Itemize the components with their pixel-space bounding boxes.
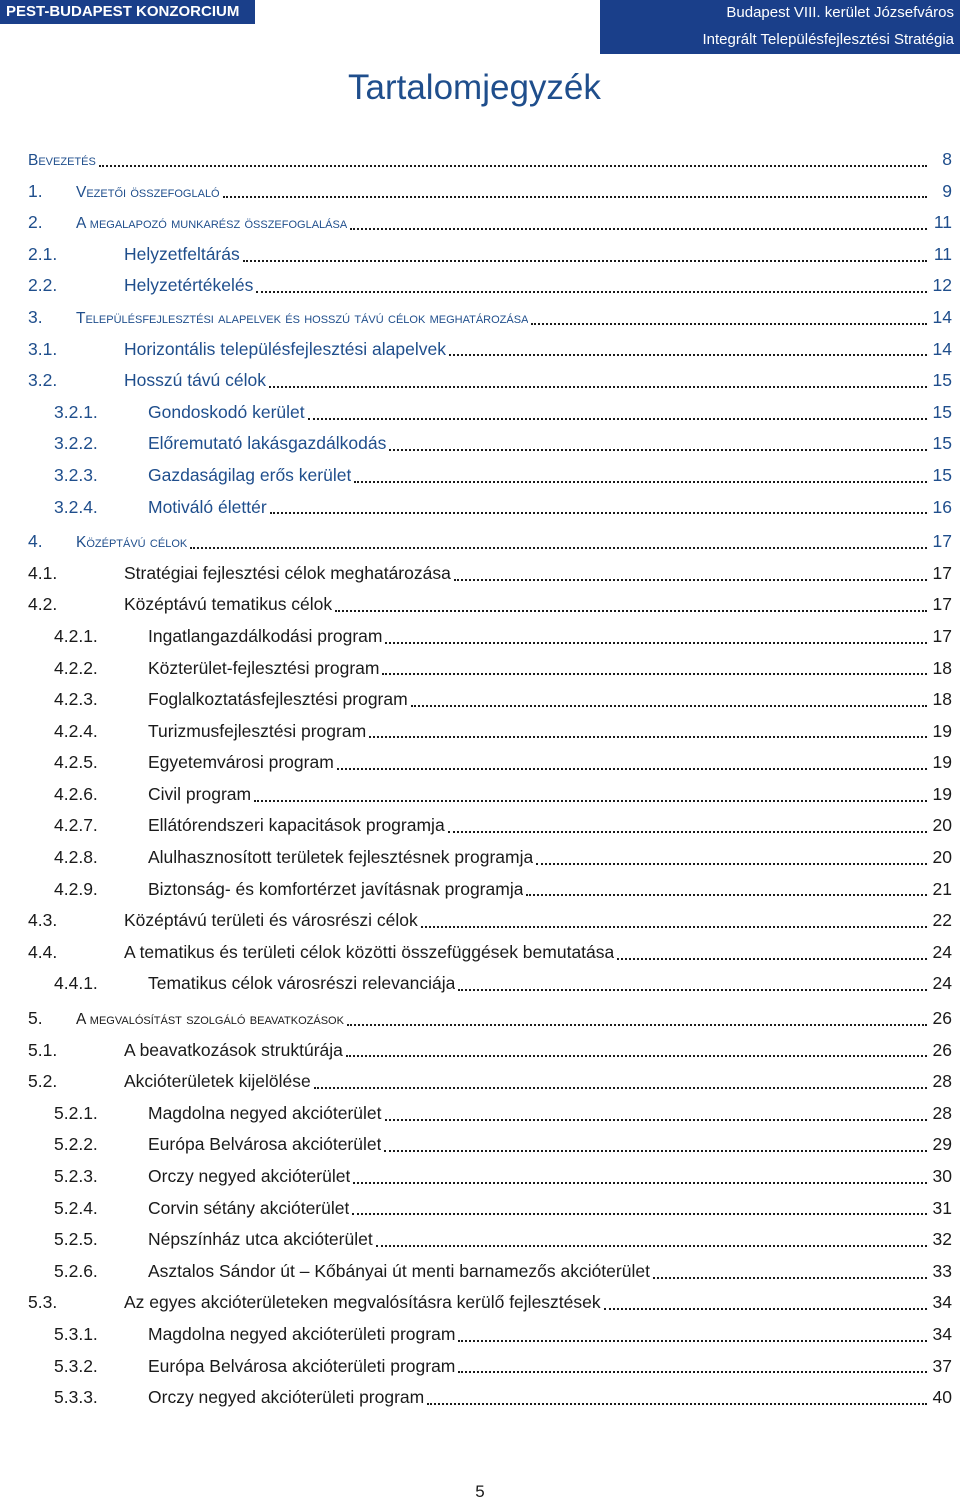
toc-entry-page: 37 — [932, 1355, 952, 1376]
toc-leader-dots — [531, 323, 927, 325]
toc-entry-title: Orczy negyed akcióterület — [148, 1166, 351, 1186]
toc-entry-number: 5.2.3. — [54, 1166, 98, 1186]
toc-entry-title: Alulhasznosított területek fejlesztésnek programja — [148, 847, 534, 868]
toc-leader-dots — [369, 736, 927, 738]
toc-entry-number: 4.2.1. — [54, 625, 98, 646]
toc-entry-page: 8 — [942, 149, 952, 169]
toc-entry-page: 26 — [932, 1008, 952, 1029]
toc-entry-title: Középtávú tematikus célok — [124, 594, 333, 615]
toc-entry[interactable] — [28, 1193, 952, 1225]
toc-entry-title: Egyetemvárosi program — [148, 752, 334, 773]
toc-leader-dots — [350, 228, 927, 230]
toc-entry[interactable] — [28, 589, 952, 621]
toc-entry-title: Turizmusfejlesztési program — [148, 720, 367, 741]
toc-entry-number: 5.1. — [28, 1039, 58, 1060]
toc-entry-number: 5.2.1. — [54, 1102, 98, 1123]
toc-entry-title: Európa Belvárosa akcióterület — [148, 1134, 382, 1155]
toc-entry-page: 15 — [932, 401, 952, 422]
toc-entry[interactable] — [28, 492, 952, 524]
toc-leader-dots — [376, 1245, 927, 1247]
toc-leader-dots — [653, 1277, 927, 1279]
toc-leader-dots — [223, 196, 927, 198]
toc-entry-title: Az egyes akcióterületeken megvalósításra kerülő fejlesztések — [124, 1292, 601, 1313]
toc-leader-dots — [458, 1371, 927, 1373]
toc-entry-title: Stratégiai fejlesztési célok meghatározása — [124, 562, 451, 583]
toc-entry-number: 3.2.1. — [54, 401, 98, 422]
toc-entry-page: 17 — [932, 625, 952, 646]
toc-entry-title: A beavatkozások struktúrája — [124, 1039, 343, 1060]
toc-entry[interactable] — [28, 968, 952, 1000]
toc-entry-number: 4.1. — [28, 562, 58, 583]
toc-leader-dots — [308, 418, 927, 420]
toc-entry-page: 15 — [932, 370, 952, 391]
toc-entry-page: 17 — [932, 594, 952, 615]
toc-leader-dots — [385, 642, 927, 644]
toc-entry-title: Corvin sétány akcióterület — [148, 1197, 350, 1218]
toc-entry-number: 4.2.8. — [54, 847, 98, 868]
toc-leader-dots — [411, 705, 927, 707]
toc-entry-number: 4. — [28, 531, 43, 552]
toc-entry-number: 4.3. — [28, 910, 58, 931]
toc-entry[interactable] — [28, 1003, 952, 1035]
toc-entry[interactable] — [28, 684, 952, 716]
toc-entry-page: 30 — [932, 1166, 952, 1186]
toc-entry[interactable] — [28, 874, 952, 906]
toc-leader-dots — [314, 1087, 927, 1089]
toc-entry-title: Civil program — [148, 783, 252, 804]
toc-entry[interactable] — [28, 334, 952, 366]
toc-entry-page: 33 — [932, 1260, 952, 1281]
toc-leader-dots — [99, 165, 927, 167]
toc-entry-page: 40 — [932, 1387, 952, 1408]
toc-entry-page: 29 — [932, 1134, 952, 1155]
toc-entry-number: 5.3.2. — [54, 1355, 98, 1376]
toc-leader-dots — [389, 449, 927, 451]
toc-entry-number: 2.2. — [28, 275, 58, 296]
toc-entry-title: Magdolna negyed akcióterület — [148, 1102, 382, 1123]
toc-entry-page: 22 — [932, 910, 952, 931]
toc-leader-dots — [536, 863, 927, 865]
toc-entry-number: 1. — [28, 180, 43, 201]
toc-leader-dots — [243, 260, 927, 262]
toc-entry[interactable] — [28, 365, 952, 397]
toc-entry-page: 11 — [933, 243, 952, 264]
toc-entry[interactable] — [28, 1256, 952, 1288]
toc-entry-number: 5.2.4. — [54, 1197, 98, 1218]
toc-entry-title: Előremutató lakásgazdálkodás — [148, 433, 387, 454]
toc-entry-page: 15 — [932, 433, 952, 454]
toc-entry-number: 5.2.2. — [54, 1134, 98, 1155]
toc-leader-dots — [270, 512, 927, 514]
toc-entry[interactable] — [28, 1161, 952, 1193]
toc-entry[interactable] — [28, 905, 952, 937]
toc-leader-dots — [448, 831, 927, 833]
toc-entry-title: Településfejlesztési alapelvek és hosszú távú célok meghatározása — [76, 309, 529, 327]
toc-leader-dots — [353, 1182, 927, 1184]
toc-entry-page: 24 — [932, 941, 952, 962]
toc-entry-page: 18 — [932, 657, 952, 678]
toc-entry-page: 14 — [932, 338, 952, 359]
toc-entry[interactable] — [28, 1319, 952, 1351]
toc-entry[interactable] — [28, 1287, 952, 1319]
toc-leader-dots — [337, 768, 927, 770]
toc-entry-number: 5.3.3. — [54, 1387, 98, 1408]
toc-entry-number: 4.2.7. — [54, 815, 98, 836]
toc-entry-page: 14 — [932, 306, 952, 327]
toc-entry-number: 3.2.4. — [54, 496, 98, 517]
toc-entry-title: Gondoskodó kerület — [148, 401, 305, 422]
toc-entry-page: 17 — [932, 531, 952, 552]
toc-entry-page: 11 — [933, 212, 952, 233]
header-strategy-title: Integrált Településfejlesztési Stratégia — [702, 31, 954, 48]
toc-entry-title: Biztonság- és komfortérzet javításnak programja — [148, 878, 524, 899]
toc-entry[interactable] — [28, 176, 952, 208]
toc-leader-dots — [458, 989, 927, 991]
toc-entry[interactable] — [28, 716, 952, 748]
toc-entry-title: Asztalos Sándor út – Kőbányai út menti barnamezős akcióterület — [148, 1260, 650, 1281]
toc-entry-title: A tematikus és területi célok közötti összefüggések bemutatása — [124, 941, 615, 962]
toc-leader-dots — [617, 958, 927, 960]
toc-leader-dots — [384, 1150, 927, 1152]
toc-entry[interactable] — [28, 460, 952, 492]
toc-entry-title: Helyzetfeltárás — [124, 243, 240, 264]
toc-entry[interactable] — [28, 428, 952, 460]
toc-entry-title: Foglalkoztatásfejlesztési program — [148, 689, 408, 710]
toc-entry-page: 18 — [932, 689, 952, 710]
toc-entry[interactable] — [28, 810, 952, 842]
toc-entry[interactable] — [28, 747, 952, 779]
header-consortium-name: PEST-BUDAPEST KONZORCIUM — [0, 0, 255, 24]
toc-entry-title: A megvalósítást szolgáló beavatkozások — [76, 1011, 344, 1029]
toc-entry[interactable] — [28, 144, 952, 176]
toc-leader-dots — [427, 1403, 927, 1405]
toc-entry[interactable] — [28, 842, 952, 874]
toc-entry-page: 16 — [932, 496, 952, 517]
toc-entry[interactable] — [28, 1098, 952, 1130]
toc-entry-number: 5.3.1. — [54, 1323, 98, 1344]
header-document-info — [600, 0, 960, 54]
toc-entry-page: 21 — [932, 878, 952, 899]
toc-entry-title: A megalapozó munkarész összefoglalása — [76, 215, 348, 233]
toc-entry-title: Helyzetértékelés — [124, 275, 254, 296]
toc-entry-number: 3.2.3. — [54, 464, 98, 485]
toc-entry-number: 4.2.2. — [54, 657, 98, 678]
toc-entry[interactable] — [28, 779, 952, 811]
toc-entry-page: 15 — [932, 464, 952, 485]
toc-entry-page: 19 — [932, 720, 952, 741]
toc-leader-dots — [256, 291, 927, 293]
toc-entry[interactable] — [28, 1035, 952, 1067]
toc-entry-title: Tematikus célok városrészi relevanciája — [148, 973, 456, 994]
toc-entry-page: 26 — [932, 1039, 952, 1060]
toc-leader-dots — [526, 894, 927, 896]
toc-entry-number: 5.2. — [28, 1071, 58, 1092]
toc-entry[interactable] — [28, 1351, 952, 1383]
toc-entry-title: Közterület-fejlesztési program — [148, 657, 380, 678]
toc-leader-dots — [352, 1213, 927, 1215]
toc-entry-page: 9 — [942, 180, 952, 201]
toc-entry-number: 4.4.1. — [54, 973, 98, 994]
toc-leader-dots — [454, 579, 927, 581]
toc-entry-number: 4.2.4. — [54, 720, 98, 741]
table-of-contents — [28, 144, 952, 1414]
toc-leader-dots — [354, 481, 927, 483]
toc-entry-number: 5. — [28, 1008, 43, 1029]
toc-entry-number: 5.3. — [28, 1292, 58, 1313]
header-district: Budapest VIII. kerület Józsefváros — [726, 4, 954, 21]
toc-entry-title: Európa Belvárosa akcióterületi program — [148, 1355, 456, 1376]
toc-entry-page: 24 — [932, 973, 952, 994]
toc-entry[interactable] — [28, 302, 952, 334]
toc-entry-page: 19 — [932, 783, 952, 804]
toc-leader-dots — [346, 1055, 927, 1057]
toc-leader-dots — [385, 1119, 928, 1121]
toc-entry[interactable] — [28, 397, 952, 429]
toc-entry-page: 31 — [932, 1197, 952, 1218]
toc-entry[interactable] — [28, 558, 952, 590]
toc-entry-page: 32 — [932, 1229, 952, 1250]
toc-leader-dots — [458, 1340, 927, 1342]
toc-entry-title: Akcióterületek kijelölése — [124, 1071, 311, 1092]
toc-entry-title: Ingatlangazdálkodási program — [148, 625, 383, 646]
toc-entry-number: 4.2.6. — [54, 783, 98, 804]
toc-leader-dots — [269, 386, 927, 388]
toc-entry-number: 3.1. — [28, 338, 58, 359]
toc-entry-page: 19 — [932, 752, 952, 773]
toc-entry-number: 3. — [28, 306, 43, 327]
toc-entry-title: Ellátórendszeri kapacitások programja — [148, 815, 445, 836]
toc-entry-page: 34 — [932, 1323, 952, 1344]
toc-entry[interactable] — [28, 937, 952, 969]
toc-entry-number: 3.2. — [28, 370, 58, 391]
toc-entry-number: 5.2.5. — [54, 1229, 98, 1250]
toc-entry[interactable] — [28, 1066, 952, 1098]
toc-entry[interactable] — [28, 1129, 952, 1161]
toc-leader-dots — [254, 800, 927, 802]
toc-entry-page: 17 — [932, 562, 952, 583]
toc-entry-title: Gazdaságilag erős kerület — [148, 464, 352, 485]
toc-leader-dots — [604, 1308, 927, 1310]
toc-entry-number: 2. — [28, 212, 43, 233]
toc-entry-title: Népszínház utca akcióterület — [148, 1229, 373, 1250]
page-title: Tartalomjegyzék — [348, 68, 601, 107]
toc-leader-dots — [421, 926, 927, 928]
toc-leader-dots — [347, 1024, 927, 1026]
toc-entry-title: Középtávú célok — [76, 534, 188, 552]
toc-entry-number: 3.2.2. — [54, 433, 98, 454]
toc-entry-page: 12 — [932, 275, 952, 296]
toc-entry-page: 20 — [932, 847, 952, 868]
toc-entry-page: 20 — [932, 815, 952, 836]
toc-entry-title: Középtávú területi és városrészi célok — [124, 910, 418, 931]
toc-entry[interactable] — [28, 207, 952, 239]
toc-entry-page: 28 — [932, 1071, 952, 1092]
toc-entry-number: 2.1. — [28, 243, 58, 264]
toc-entry[interactable] — [28, 1224, 952, 1256]
toc-leader-dots — [382, 673, 927, 675]
toc-entry-number: 4.2. — [28, 594, 58, 615]
toc-entry-title: Magdolna negyed akcióterületi program — [148, 1323, 456, 1344]
toc-entry-number: 4.4. — [28, 941, 58, 962]
toc-leader-dots — [190, 547, 927, 549]
toc-entry-number: 4.2.5. — [54, 752, 98, 773]
toc-entry-number: 5.2.6. — [54, 1260, 98, 1281]
toc-entry-number: 4.2.3. — [54, 689, 98, 710]
toc-entry[interactable] — [28, 1382, 952, 1414]
toc-entry[interactable] — [28, 653, 952, 685]
toc-entry[interactable] — [28, 526, 952, 558]
toc-entry[interactable] — [28, 270, 952, 302]
toc-entry-title: Horizontális településfejlesztési alapelvek — [124, 338, 446, 359]
toc-leader-dots — [449, 354, 927, 356]
toc-entry-number: 4.2.9. — [54, 878, 98, 899]
toc-entry-page: 34 — [932, 1292, 952, 1313]
toc-entry-title: Bevezetés — [28, 152, 96, 169]
toc-entry-title: Motiváló élettér — [148, 496, 267, 517]
page-number: 5 — [475, 1482, 485, 1501]
toc-entry-title: Hosszú távú célok — [124, 370, 267, 391]
toc-entry-title: Vezetői összefoglaló — [76, 183, 220, 201]
toc-entry-page: 28 — [932, 1102, 952, 1123]
toc-entry[interactable] — [28, 239, 952, 271]
toc-leader-dots — [335, 610, 927, 612]
toc-entry-title: Orczy negyed akcióterületi program — [148, 1387, 425, 1408]
toc-entry[interactable] — [28, 621, 952, 653]
